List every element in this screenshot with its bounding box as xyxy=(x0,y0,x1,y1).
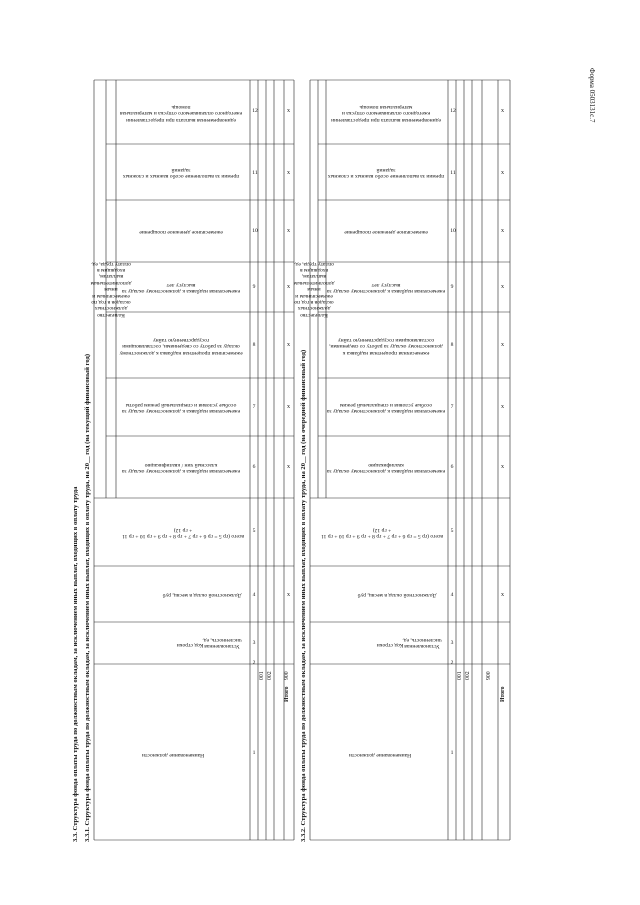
t2-colnum-7: 7 xyxy=(450,404,454,410)
t2-colnum-1: 1 xyxy=(450,750,454,756)
t1-col-salary: Должностной оклад в месяц, руб xyxy=(162,592,242,599)
section-title: 3.3. Структура фонда оплаты труда по должностным окладам, за исключением иных выплат, входящих в оплату труда xyxy=(72,486,79,842)
t1-colnum-10: 10 xyxy=(252,228,258,234)
t2-x-col8: x xyxy=(501,342,504,348)
form-number: Форма 0503131с.7 xyxy=(588,68,596,123)
t2-colnum-9: 9 xyxy=(450,284,454,290)
t1-col8: ежемесячная процентная надбавка к должностному окладу за работу со сведениями, составляющими государственную тайну xyxy=(119,336,243,356)
t1-col-total: всего (гр 5 = гр 6 + гр 7 + гр 8 + гр 9 + гр 10 + гр 11 + гр 12) xyxy=(122,527,244,540)
t2-col6: ежемесячная надбавка к должностному окладу за квалификацию xyxy=(326,462,446,475)
t2-group-header: Количество должностных окладов в год по ежемесячным и иным дополнительным выплатам, входящим в оплату труда, ед. xyxy=(293,260,335,318)
t2-colnum-12: 12 xyxy=(450,108,456,114)
t2-colnum-4: 4 xyxy=(450,592,454,598)
t1-col-staff: Установленная численность, ед. xyxy=(202,637,242,650)
t1-x-col7: x xyxy=(287,404,290,410)
t1-x-col8: x xyxy=(287,342,290,348)
t1-col11: премии за выполнение особо важных и сложных заданий xyxy=(122,167,240,180)
t2-colnum-3: 3 xyxy=(450,640,454,646)
t2-row-code-900: 900 xyxy=(486,671,492,680)
t1-col10: ежемесячное денежное поощрение xyxy=(139,229,223,236)
t1-colnum-8: 8 xyxy=(252,342,256,348)
t2-col10: ежемесячное денежное поощрение xyxy=(344,229,428,236)
t1-colnum-1: 1 xyxy=(252,750,256,756)
t2-colnum-10: 10 xyxy=(450,228,456,234)
t2-colnum-11: 11 xyxy=(450,170,456,176)
t1-x-col9: x xyxy=(287,284,290,290)
t1-colnum-2: 2 xyxy=(252,660,256,666)
t1-col7: ежемесячная надбавка к должностному окладу за особые условия и специальный режим работы xyxy=(121,402,241,415)
t2-colnum-2: 2 xyxy=(450,660,454,666)
t1-x-col10: x xyxy=(287,228,290,234)
t1-row-code-002: 002 xyxy=(267,671,273,680)
t1-col-position: Наименование должности xyxy=(141,752,205,759)
t2-col-staff: Установленная численность, ед. xyxy=(402,637,442,650)
t1-x-col11: x xyxy=(287,170,290,176)
t2-x-col12: x xyxy=(501,108,504,114)
t1-x-col4: x xyxy=(287,592,290,598)
t1-col-code: Код строки xyxy=(176,642,204,649)
t2-col-code: Код строки xyxy=(376,642,404,649)
t1-total-label: Итого xyxy=(284,686,290,702)
t2-col8: ежемесячная процентная надбавка к должностному окладу за работу со сведениями, составляющими государственную тайну xyxy=(329,336,443,356)
t1-colnum-7: 7 xyxy=(252,404,256,410)
t2-x-col10: x xyxy=(501,228,504,234)
t1-x-col12: x xyxy=(287,108,290,114)
t1-colnum-6: 6 xyxy=(252,464,256,470)
t2-x-col9: x xyxy=(501,284,504,290)
table1-title: 3.3.1. Структура фонда оплаты труда по должностным окладам, за исключением иных выплат, входящих в оплату труда, на 20__ год (на текущий финансовый год) xyxy=(84,353,91,842)
t1-group-header: Количество должностных окладов в год по ежемесячным и иным дополнительным выплатам, входящим в оплату труда, ед. xyxy=(90,260,132,318)
t1-colnum-12: 12 xyxy=(252,108,258,114)
t1-colnum-9: 9 xyxy=(252,284,256,290)
t2-colnum-8: 8 xyxy=(450,342,454,348)
t2-col12: единовременная выплата при предоставлении ежегодного оплачиваемого отпуска и материальная помощь xyxy=(331,103,441,123)
t2-col-position: Наименование должности xyxy=(348,752,412,759)
t2-col11: премии за выполнение особо важных и сложных заданий xyxy=(327,167,445,180)
t2-col-total: всего (гр 5 = гр 6 + гр 7 + гр 8 + гр 9 + гр 10 + гр 11 + гр 12) xyxy=(321,527,443,540)
t1-colnum-3: 3 xyxy=(252,640,256,646)
t2-row-code-001: 001 xyxy=(457,671,463,680)
t2-x-col7: x xyxy=(501,404,504,410)
t2-x-col11: x xyxy=(501,170,504,176)
t1-colnum-11: 11 xyxy=(252,170,258,176)
t2-colnum-5: 5 xyxy=(450,528,454,534)
t2-col7: ежемесячная надбавка к должностному окладу за особые условия и специальный режим xyxy=(326,402,446,415)
t1-row-code-001: 001 xyxy=(259,671,265,680)
table2-title: 3.3.2. Структура фонда оплаты труда по должностным окладам, за исключением иных выплат, входящих в оплату труда, на 20__ год (на очередной финансовый год) xyxy=(300,349,307,842)
t2-col-salary: Должностной оклад в месяц, руб xyxy=(357,592,437,599)
t1-colnum-4: 4 xyxy=(252,592,256,598)
t2-x-col4: x xyxy=(501,592,504,598)
t1-colnum-5: 5 xyxy=(252,528,256,534)
t1-col6: ежемесячная надбавка к должностному окладу за классный чин / квалификацию xyxy=(121,462,241,475)
t1-x-col6: x xyxy=(287,464,290,470)
t1-row-code-900: 900 xyxy=(284,671,290,680)
t2-col9: ежемесячная надбавка к должностному окладу за выслугу лет xyxy=(326,282,446,295)
t1-col9: ежемесячная надбавка к должностному окладу за выслугу лет xyxy=(121,282,241,295)
t2-x-col6: x xyxy=(501,464,504,470)
t2-total-label: Итого xyxy=(500,686,506,702)
t2-colnum-6: 6 xyxy=(450,464,454,470)
t1-col12: единовременная выплата при предоставлении ежегодного оплачиваемого отпуска и материальная помощь xyxy=(119,103,243,123)
t2-row-code-002: 002 xyxy=(465,671,471,680)
